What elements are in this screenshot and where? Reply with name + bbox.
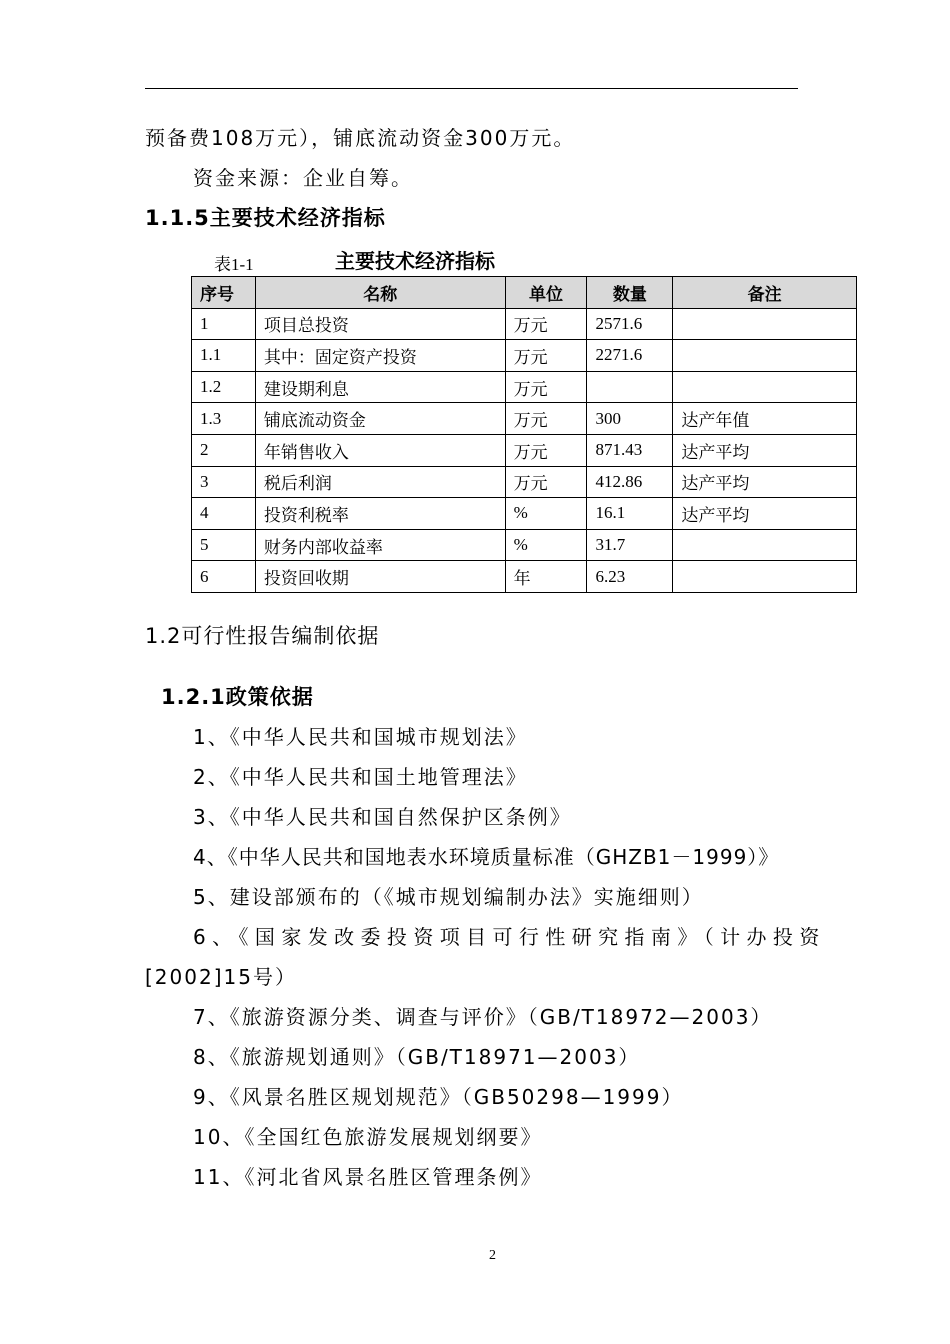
cell-unit: 万元 [505,403,587,435]
policy-item: 3、《中华人民共和国自然保护区条例》 [193,805,572,829]
cell-remark: 达产平均 [673,466,857,498]
section-1-2-1-heading: 1.2.1政策依据 [161,685,314,709]
cell-quantity: 6.23 [587,561,673,593]
cell-index: 4 [192,498,256,530]
cell-remark [673,308,857,340]
cell-quantity: 2571.6 [587,308,673,340]
policy-item: 4、《中华人民共和国地表水环境质量标准（GHZB1－1999）》 [193,845,780,869]
policy-item: 10、《全国红色旅游发展规划纲要》 [193,1125,543,1149]
cell-quantity: 2271.6 [587,340,673,372]
header-cell-remark: 备注 [673,277,857,309]
cell-index: 1.3 [192,403,256,435]
cell-unit: 年 [505,561,587,593]
policy-item: 2、《中华人民共和国土地管理法》 [193,765,528,789]
table-caption-title: 主要技术经济指标 [335,249,495,273]
cell-unit: % [505,498,587,530]
cell-name: 财务内部收益率 [255,529,505,561]
cell-remark: 达产年值 [673,403,857,435]
cell-name: 投资利税率 [255,498,505,530]
cell-index: 1.2 [192,371,256,403]
cell-quantity: 300 [587,403,673,435]
cell-index: 6 [192,561,256,593]
cell-remark [673,529,857,561]
policy-item-6-line-2: [2002]15号） [145,965,297,989]
cell-unit: 万元 [505,371,587,403]
policy-item-6-line-1: 6、《国家发改委投资项目可行性研究指南》（计办投资 [193,925,826,949]
cell-name: 建设期利息 [255,371,505,403]
cell-remark [673,371,857,403]
cell-name: 项目总投资 [255,308,505,340]
cell-unit: 万元 [505,434,587,466]
cell-index: 2 [192,434,256,466]
header-cell-quantity: 数量 [587,277,673,309]
policy-item: 8、《旅游规划通则》（GB/T18971—2003） [193,1045,641,1069]
cell-remark [673,340,857,372]
cell-name: 税后利润 [255,466,505,498]
policy-item: 1、《中华人民共和国城市规划法》 [193,725,528,749]
cell-remark: 达产平均 [673,434,857,466]
section-1-1-5-heading: 1.1.5主要技术经济指标 [145,206,386,230]
cell-index: 5 [192,529,256,561]
cell-index: 1 [192,308,256,340]
table-row [192,434,857,466]
cell-quantity: 31.7 [587,529,673,561]
intro-line-2: 资金来源：企业自筹。 [193,166,413,190]
table-row [192,371,857,403]
cell-remark [673,561,857,593]
policy-item: 5、建设部颁布的（《城市规划编制办法》实施细则） [193,885,704,909]
header-cell-name: 名称 [255,277,505,309]
table-row [192,498,857,530]
cell-quantity: 16.1 [587,498,673,530]
cell-index: 3 [192,466,256,498]
table-row [192,561,857,593]
cell-unit: % [505,529,587,561]
page-number: 2 [489,1248,496,1263]
cell-quantity [587,371,673,403]
table-row [192,340,857,372]
policy-item: 11、《河北省风景名胜区管理条例》 [193,1165,543,1189]
header-cell-index: 序号 [192,277,256,309]
intro-line-1: 预备费108万元），铺底流动资金300万元。 [145,126,576,150]
section-1-2-heading: 1.2可行性报告编制依据 [145,624,380,648]
header-rule [145,88,798,89]
table-row [192,466,857,498]
header-cell-unit: 单位 [505,277,587,309]
cell-name: 铺底流动资金 [255,403,505,435]
policy-item: 9、《风景名胜区规划规范》（GB50298—1999） [193,1085,684,1109]
cell-quantity: 412.86 [587,466,673,498]
cell-unit: 万元 [505,340,587,372]
table-row [192,403,857,435]
policy-item: 7、《旅游资源分类、调查与评价》（GB/T18972—2003） [193,1005,773,1029]
table-row [192,529,857,561]
cell-name: 其中：固定资产投资 [255,340,505,372]
cell-quantity: 871.43 [587,434,673,466]
cell-index: 1.1 [192,340,256,372]
cell-unit: 万元 [505,466,587,498]
cell-remark: 达产平均 [673,498,857,530]
table-header-row [192,277,857,309]
cell-name: 投资回收期 [255,561,505,593]
table-caption-number: 表1-1 [214,255,254,274]
table-row [192,308,857,340]
cell-name: 年销售收入 [255,434,505,466]
cell-unit: 万元 [505,308,587,340]
metrics-table [191,276,857,593]
